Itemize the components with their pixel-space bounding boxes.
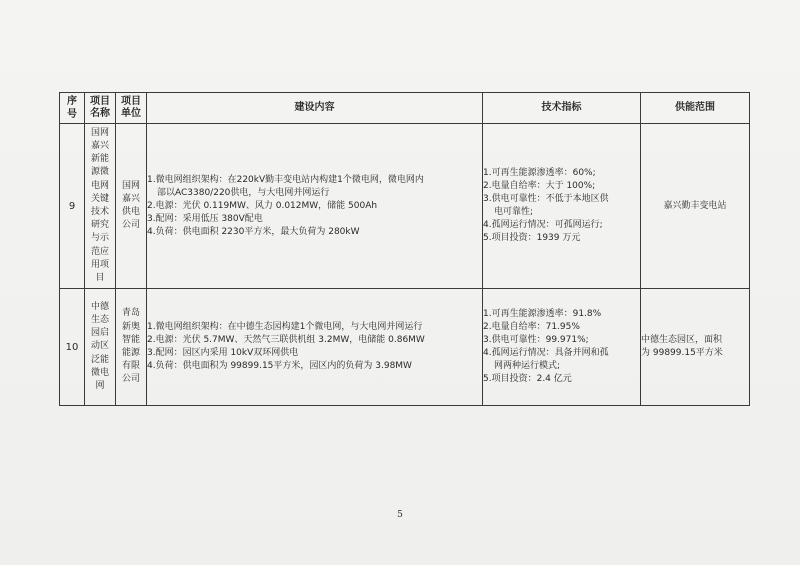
row-project-unit: 国网嘉兴供电公司: [116, 124, 147, 289]
row-construction: 1.微电网组织架构：在220kV勤丰变电站内构建1个微电网，微电网内 部以AC3380/220供电，与大电网并网运行 2.电源：光伏 0.119MW、风力 0.012MW，储能 500Ah 3.配网：采用低压 380V配电 4.负荷：供电面积 2230平方米，最大负荷为 280kW: [147, 124, 483, 289]
row-project-name: 中德生态园启动区泛能微电网: [85, 289, 116, 406]
row-supply: 嘉兴勤丰变电站: [641, 124, 750, 289]
header-technical: 技术指标: [483, 93, 641, 124]
project-table: [59, 92, 750, 406]
row-seq: 10: [60, 289, 85, 406]
header-construction: 建设内容: [147, 93, 483, 124]
row-project-unit: 青岛新奥智能能源有限公司: [116, 289, 147, 406]
row-technical: 1.可再生能源渗透率：60%; 2.电量自给率：大于 100%; 3.供电可靠性：不低于本地区供 电可靠性; 4.孤网运行情况：可孤网运行; 5.项目投资：1939 万元: [483, 124, 641, 289]
header-supply: 供能范围: [641, 93, 750, 124]
row-seq: 9: [60, 124, 85, 289]
page-number: 5: [397, 510, 403, 520]
header-seq: 序号: [60, 93, 85, 124]
row-project-name: 国网嘉兴新能源微电网关键技术研究与示范应用项目: [85, 124, 116, 289]
table-header-row: [60, 93, 750, 124]
row-technical: 1.可再生能源渗透率：91.8% 2.电量自给率：71.95% 3.供电可靠性：99.971%; 4.孤网运行情况：具备并网和孤 网两种运行模式; 5.项目投资：2.4 亿元: [483, 289, 641, 406]
table-row: [60, 124, 750, 289]
header-project-unit: 项目单位: [116, 93, 147, 124]
header-project-name: 项目名称: [85, 93, 116, 124]
row-supply: 中德生态园区，面积 为 99899.15平方米: [641, 289, 750, 406]
row-construction: 1.微电网组织架构：在中德生态园构建1个微电网，与大电网并网运行 2.电源：光伏 5.7MW、天然气三联供机组 3.2MW，电储能 0.86MW 3.配网：园区内采用 10kV双环网供电 4.负荷：供电面积为 99899.15平方米，园区内的负荷为 3.98MW: [147, 289, 483, 406]
table-row: [60, 289, 750, 406]
